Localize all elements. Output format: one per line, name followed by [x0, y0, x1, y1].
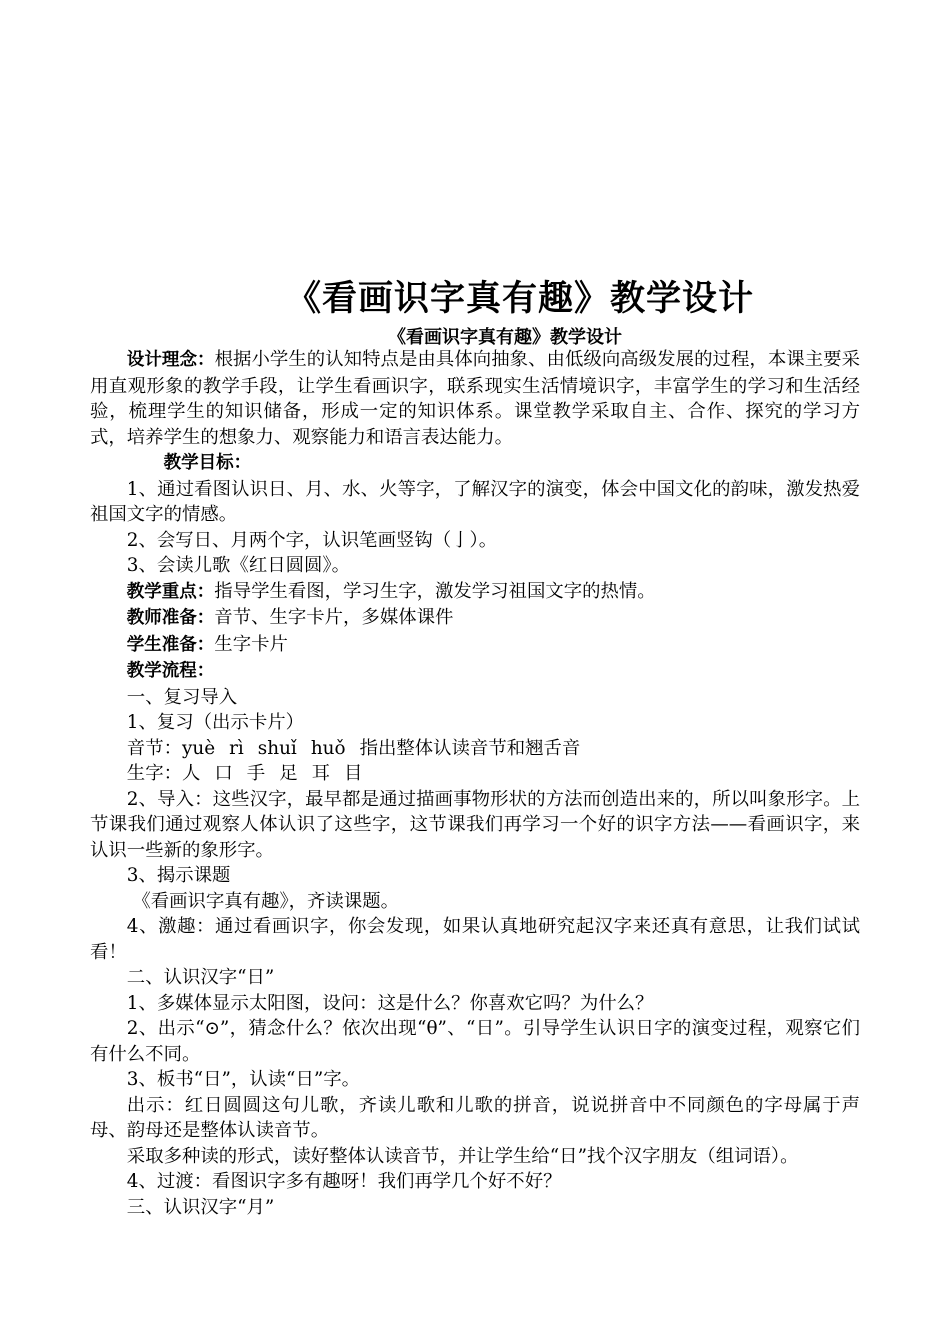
student-prep-label: 学生准备： — [126, 634, 215, 655]
syllable: shuǐ — [257, 737, 297, 759]
step-item: 1、多媒体显示太阳图，设问：这是什么？你喜欢它吗？为什么？ — [126, 992, 654, 1014]
character: 目 — [344, 763, 363, 784]
flow-heading — [90, 658, 860, 685]
step-text: 出示：红日圆圆这句儿歌，齐读儿歌和儿歌的拼音，说说拼音中不同颜色的字母属于声母、韵母还是整体认读音节。 — [90, 1094, 860, 1141]
syllable-line — [90, 736, 860, 762]
concept-text: 根据小学生的认知特点是由具体向抽象、由低级向高级发展的过程，本课主要采用直观形象的教学手段，让学生看画识字，联系现实生活情境识字，丰富学生的学习和生活经验，梳理学生的知识储备，形成一定的知识体系。课堂教学采取自主、合作、探究的学习方式，培养学生的想象力、观察能力和语言表达能力。 — [90, 349, 860, 448]
step-item: 2、导入：这些汉字，最早都是通过描画事物形状的方法而创造出来的，所以叫象形字。上节课我们通过观察人体认识了这些字，这节课我们再学习一个好的识字方法——看画识字，来认识一些新的象形字。 — [90, 788, 860, 861]
goal-item: 2、会写日、月两个字，认识笔画竖钩（亅）。 — [126, 529, 498, 551]
section-heading: 三、认识汉字“月” — [126, 1196, 275, 1218]
step-item: 3、板书“日”，认读“日”字。 — [126, 1069, 361, 1090]
concept-paragraph — [90, 347, 860, 450]
step-item: 2、出示“⊙”，猜念什么？依次出现“θ”、“日”。引导学生认识日字的演变过程，观察它们有什么不同。 — [90, 1018, 860, 1065]
syllable: huǒ — [310, 737, 346, 759]
document-subtitle: 《看画识字真有趣》教学设计 — [388, 327, 622, 348]
section-heading: 一、复习导入 — [126, 686, 238, 708]
document-title: 《看画识字真有趣》教学设计 — [285, 279, 754, 319]
step-item: 1、复习（出示卡片） — [126, 712, 305, 733]
step-text: 采取多种读的形式，读好整体认读音节，并让学生给“日”找个汉字朋友（组词语）。 — [126, 1145, 799, 1167]
character: 足 — [279, 763, 298, 784]
goals-heading — [90, 450, 860, 477]
student-prep-paragraph — [90, 632, 860, 659]
teacher-prep-text: 音节、生字卡片，多媒体课件 — [214, 607, 454, 628]
syllable-note: 指出整体认读音节和翘舌音 — [359, 737, 581, 759]
step-text: 《看画识字真有趣》，齐读课题。 — [132, 890, 399, 912]
syllable: rì — [229, 737, 244, 759]
character: 手 — [246, 763, 266, 784]
step-item: 3、揭示课题 — [126, 865, 231, 886]
document-body — [90, 347, 860, 1220]
section-heading: 二、认识汉字“日” — [126, 967, 275, 988]
goal-item: 3、会读儿歌《红日圆圆》。 — [126, 555, 350, 576]
goal-item: 1、通过看图认识日、月、水、火等字，了解汉字的演变，体会中国文化的韵味，激发热爱祖国文字的情感。 — [90, 478, 860, 525]
syllable: yuè — [181, 737, 216, 759]
goals-label: 教学目标： — [163, 453, 252, 473]
character-line — [90, 761, 860, 787]
character: 耳 — [311, 763, 331, 784]
key-point-text: 指导学生看图，学习生字，激发学习祖国文字的热情。 — [214, 580, 656, 602]
key-point-paragraph — [90, 579, 860, 606]
flow-label: 教学流程： — [126, 661, 215, 681]
student-prep-text: 生字卡片 — [214, 633, 288, 655]
concept-label: 设计理念： — [126, 350, 215, 370]
syllable-label: 音节： — [126, 737, 182, 759]
character: 人 — [181, 763, 201, 784]
character: 口 — [214, 763, 233, 784]
character-label: 生字： — [126, 763, 182, 784]
teacher-prep-label: 教师准备： — [126, 608, 215, 628]
step-item: 4、过渡：看图识字多有趣呀！我们再学几个好不好？ — [126, 1171, 562, 1192]
key-point-label: 教学重点： — [126, 581, 215, 602]
teacher-prep-paragraph — [90, 605, 860, 632]
step-item: 4、激趣：通过看画识字，你会发现，如果认真地研究起汉字来还真有意思，让我们试试看！ — [90, 916, 860, 963]
